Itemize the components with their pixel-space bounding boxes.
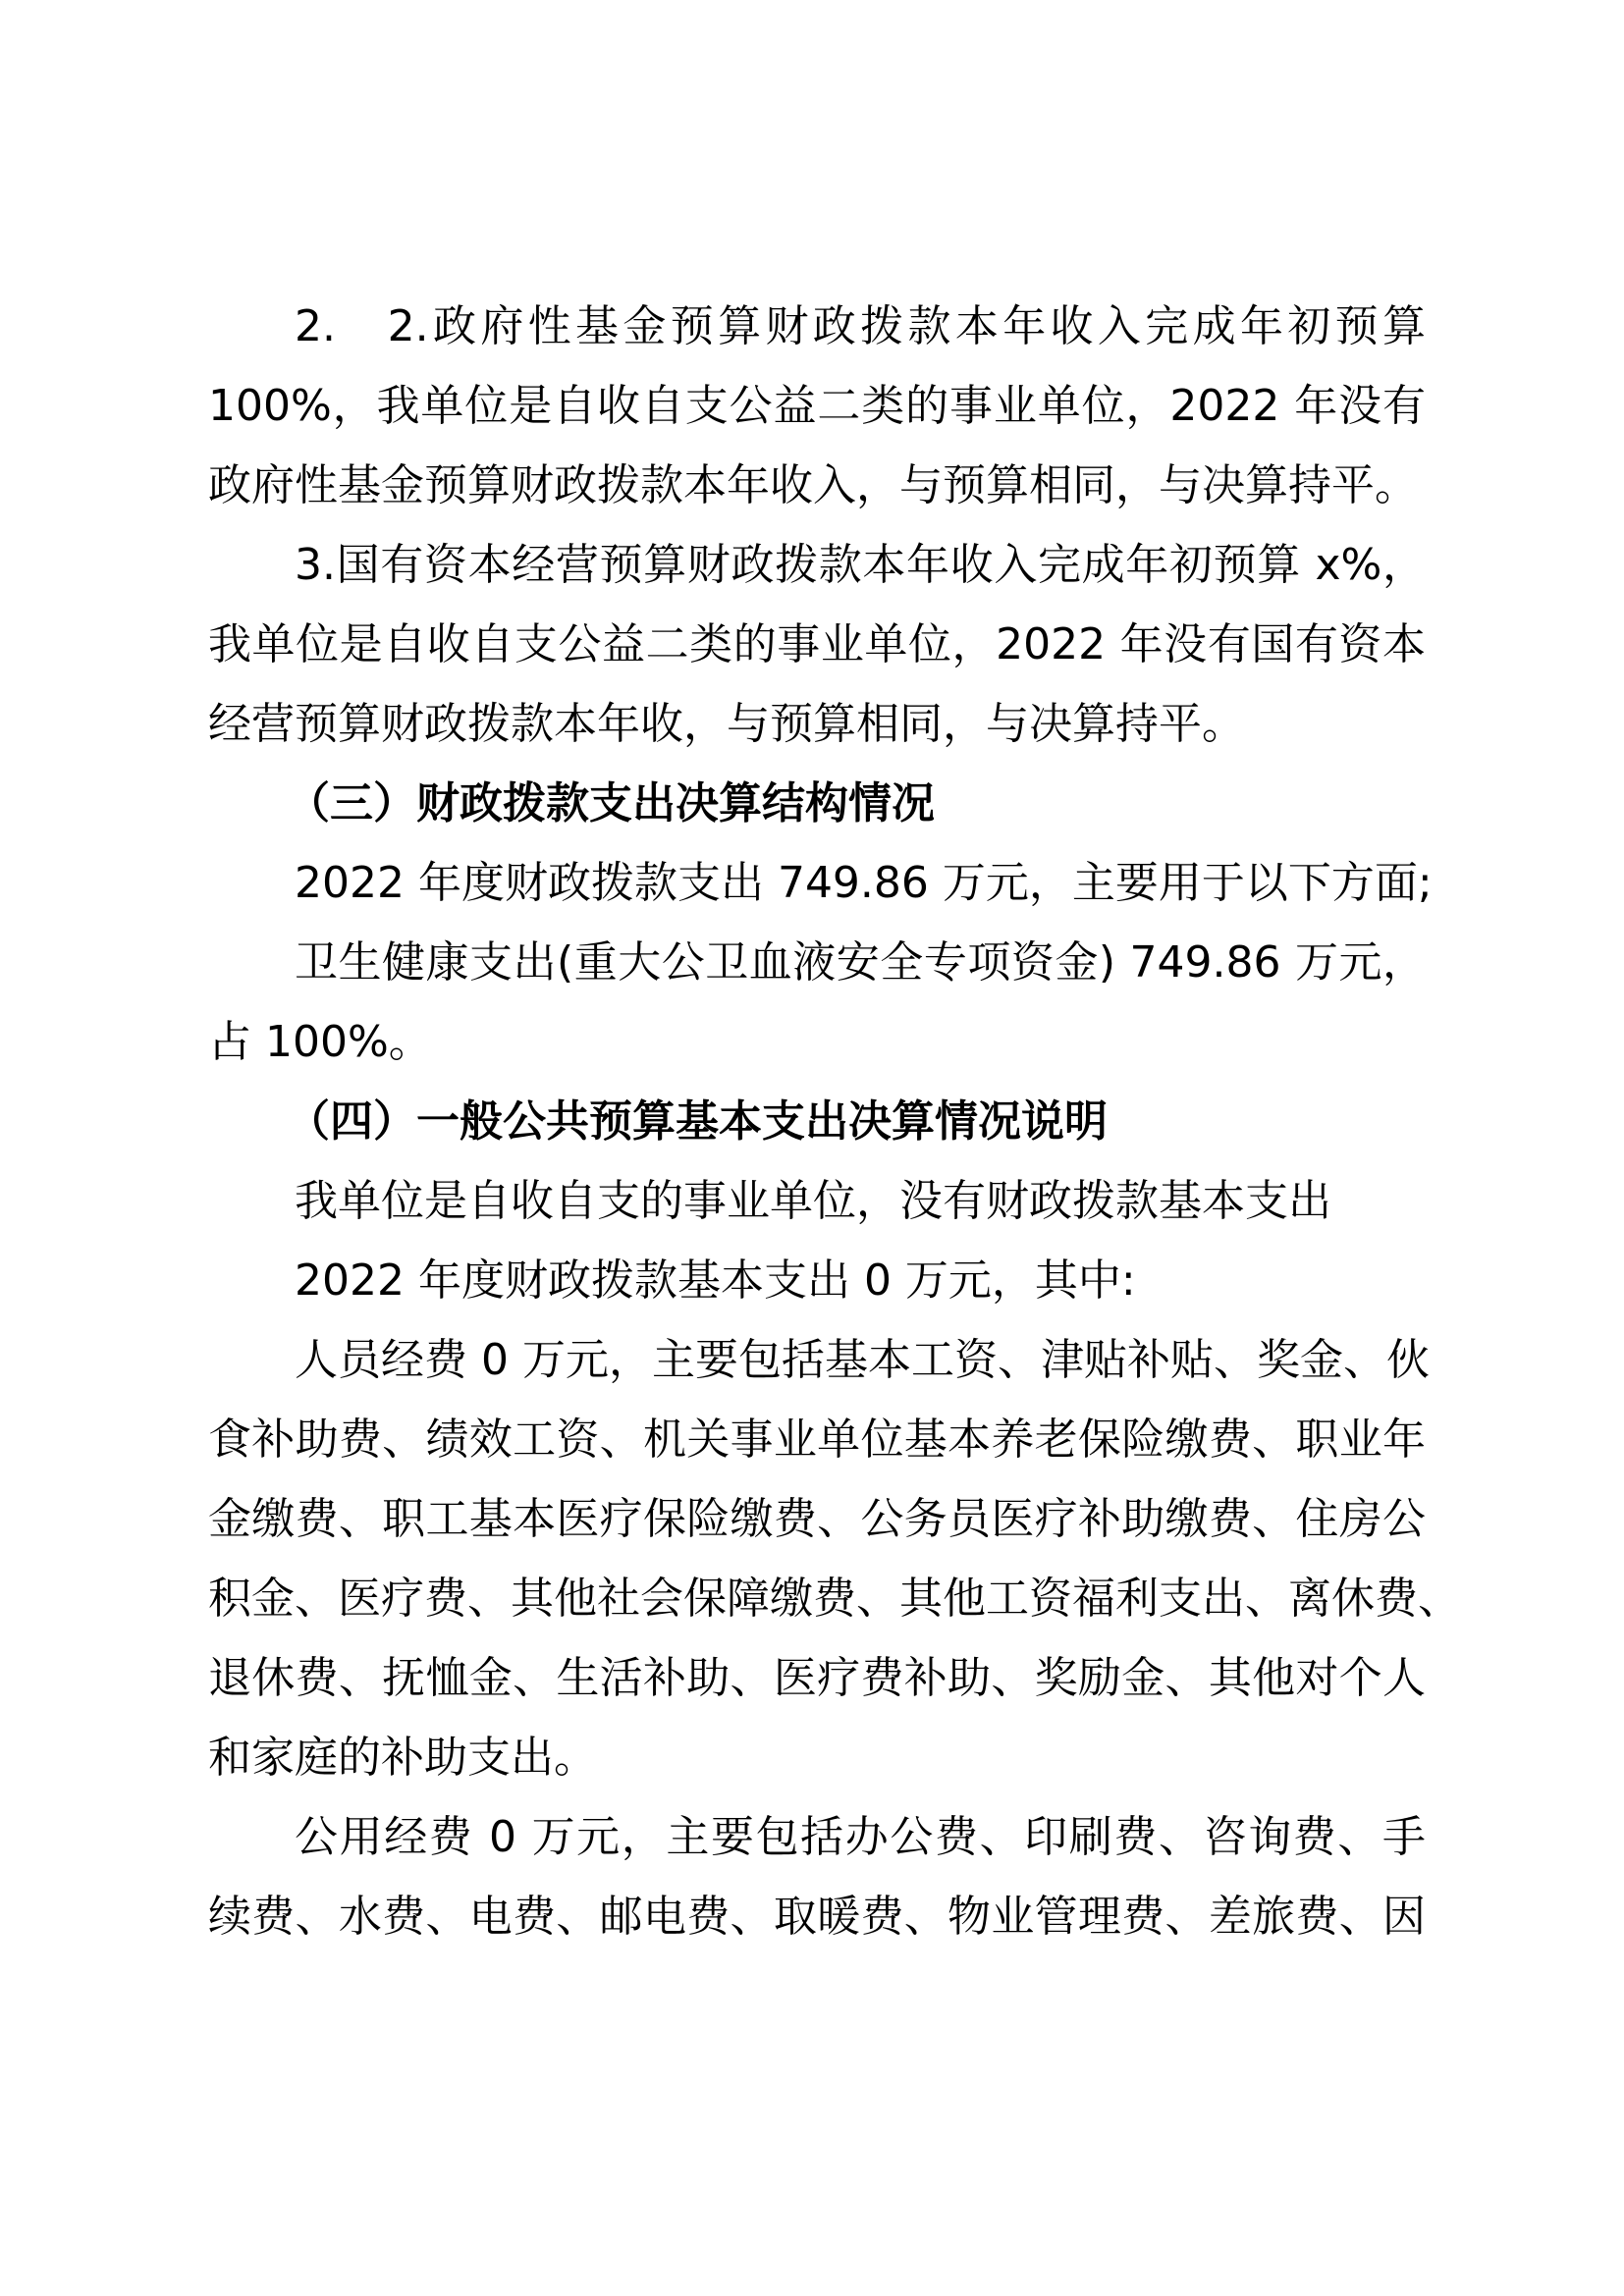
section-heading: （四）一般公共预算基本支出决算情况说明 — [287, 1096, 1108, 1147]
paragraph-line: 2022 年度财政拨款基本支出 0 万元，其中: — [295, 1255, 1136, 1306]
paragraph-line: 退休费、抚恤金、生活补助、医疗费补助、奖励金、其他对个人 — [208, 1653, 1426, 1703]
paragraph-line: 100%，我单位是自收自支公益二类的事业单位，2022 年没有 — [208, 381, 1426, 431]
section-heading: （三）财政拨款支出决算结构情况 — [287, 778, 935, 828]
document-page — [208, 287, 1461, 1956]
paragraph-line: 续费、水费、电费、邮电费、取暖费、物业管理费、差旅费、因 — [208, 1892, 1426, 1942]
paragraph-line: 和家庭的补助支出。 — [208, 1733, 597, 1783]
paragraph-line: 公用经费 0 万元，主要包括办公费、印刷费、咨询费、手 — [295, 1812, 1426, 1862]
paragraph-line: 占 100%。 — [208, 1017, 432, 1067]
paragraph-line: 经营预算财政拨款本年收，与预算相同，与决算持平。 — [208, 699, 1245, 749]
paragraph-line: 3.国有资本经营预算财政拨款本年收入完成年初预算 x%， — [295, 540, 1426, 590]
paragraph-line: 卫生健康支出(重大公卫血液安全专项资金) 749.86 万元， — [295, 937, 1426, 988]
paragraph-line: 2022 年度财政拨款支出 749.86 万元，主要用于以下方面; — [295, 858, 1433, 908]
paragraph-line: 金缴费、职工基本医疗保险缴费、公务员医疗补助缴费、住房公 — [208, 1494, 1426, 1544]
paragraph-line: 我单位是自收自支公益二类的事业单位，2022 年没有国有资本 — [208, 619, 1426, 669]
paragraph-line: 我单位是自收自支的事业单位，没有财政拨款基本支出 — [295, 1176, 1331, 1226]
paragraph-line: 2. 2.政府性基金预算财政拨款本年收入完成年初预算 — [295, 301, 1426, 351]
paragraph-line: 政府性基金预算财政拨款本年收入，与预算相同，与决算持平。 — [208, 460, 1418, 510]
paragraph-line: 积金、医疗费、其他社会保障缴费、其他工资福利支出、离休费、 — [208, 1574, 1461, 1624]
paragraph-line: 人员经费 0 万元，主要包括基本工资、津贴补贴、奖金、伙 — [295, 1335, 1430, 1385]
paragraph-line: 食补助费、绩效工资、机关事业单位基本养老保险缴费、职业年 — [208, 1415, 1426, 1465]
